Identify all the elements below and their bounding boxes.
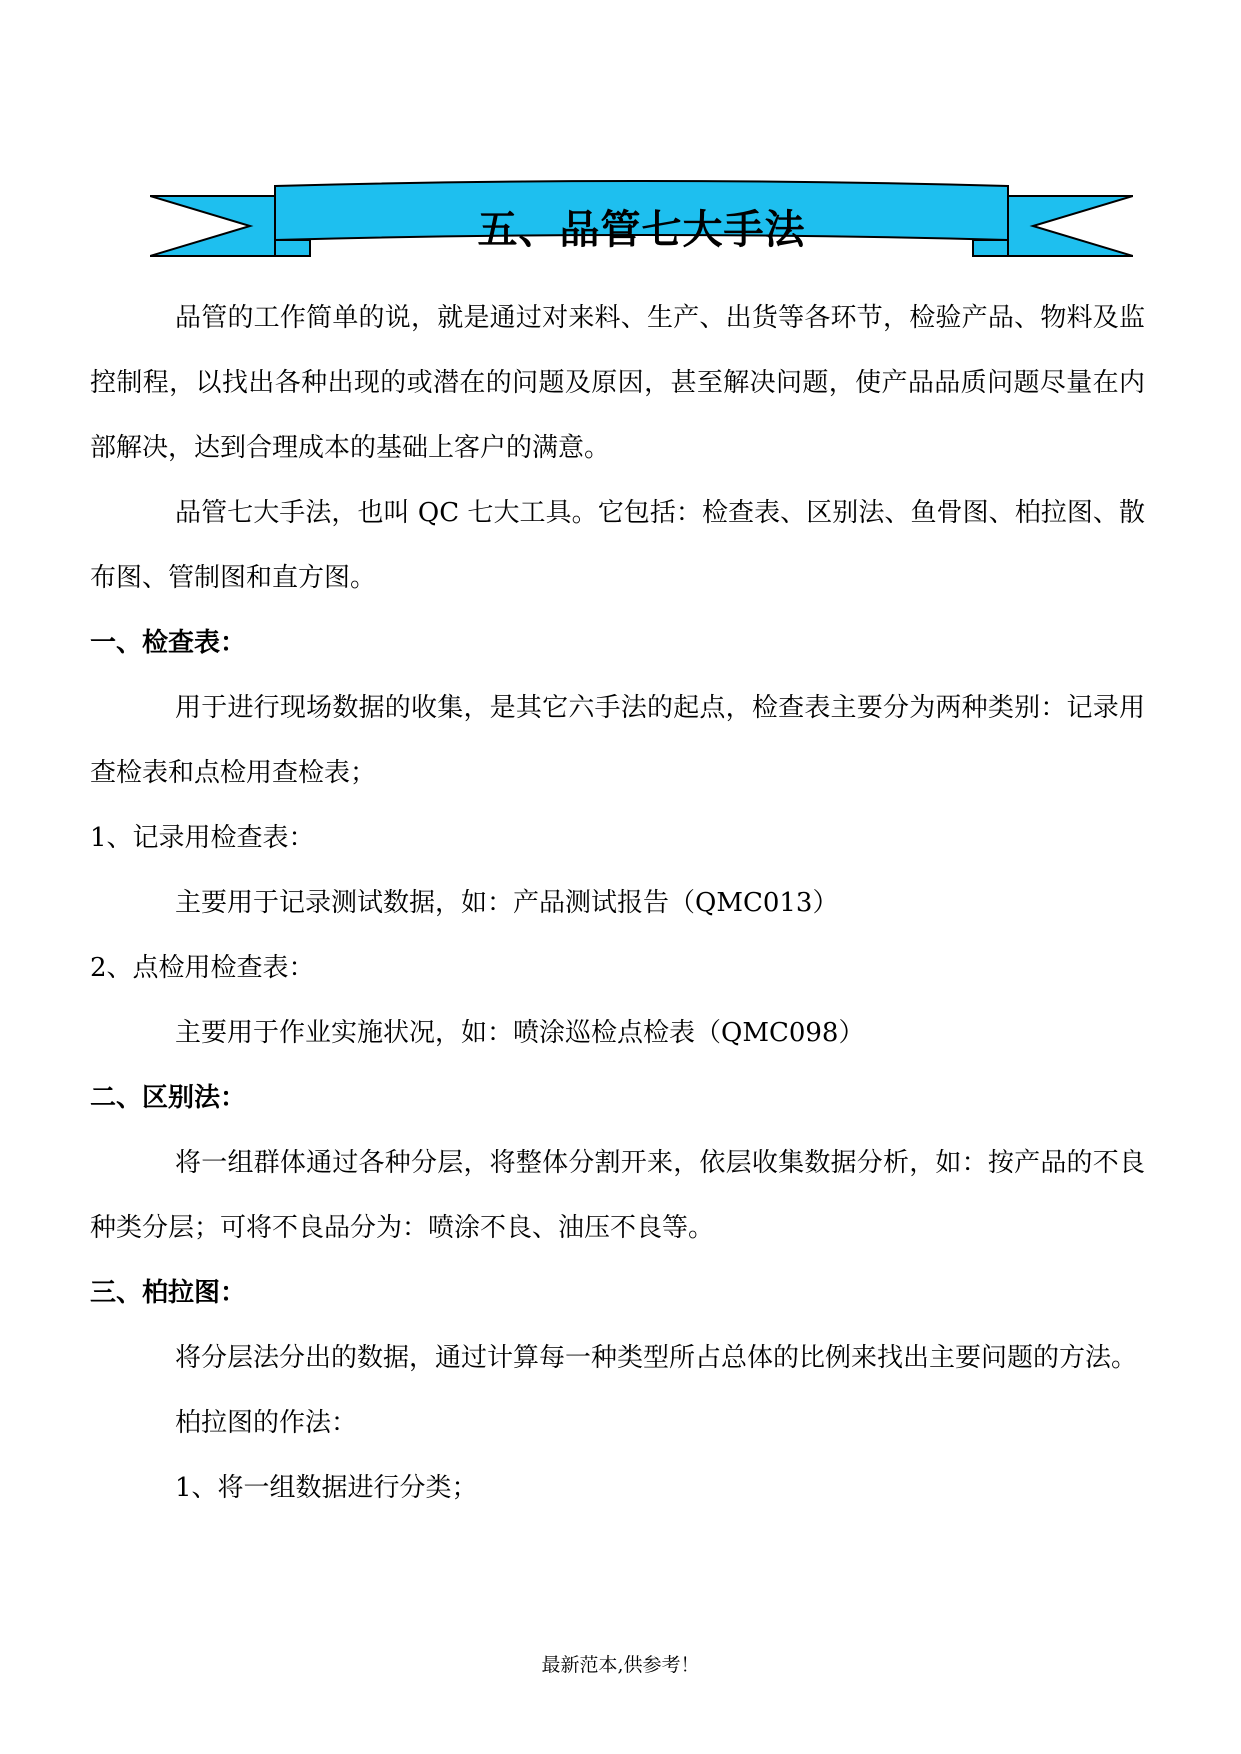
title-banner — [150, 180, 1133, 270]
section-heading-pareto: 三、柏拉图： — [90, 1278, 247, 1308]
pareto-description: 将分层法分出的数据，通过计算每一种类型所占总体的比例来找出主要问题的方法。 — [175, 1343, 1138, 1373]
intro-paragraph-1: 品管的工作简单的说，就是通过对来料、生产、出货等各环节，检验产品、物料及监控制程，以找出各种出现的或潜在的问题及原因，甚至解决问题，使产品品质问题尽量在内部解决，达到合理成本的基础上客户的满意。 — [90, 303, 1145, 463]
checksheet-item-2-title: 2、点检用检查表： — [90, 953, 315, 983]
checksheet-item-1-text: 主要用于记录测试数据，如：产品测试报告（QMC013） — [175, 888, 839, 918]
pareto-method-title: 柏拉图的作法： — [175, 1408, 358, 1438]
section-heading-stratification: 二、区别法： — [90, 1083, 247, 1113]
stratification-description: 将一组群体通过各种分层，将整体分割开来，依层收集数据分析，如：按产品的不良种类分层；可将不良品分为：喷涂不良、油压不良等。 — [90, 1148, 1145, 1243]
checksheet-item-2-text: 主要用于作业实施状况，如：喷涂巡检点检表（QMC098） — [175, 1018, 865, 1048]
intro-paragraph-2: 品管七大手法，也叫 QC 七大工具。它包括：检查表、区别法、鱼骨图、柏拉图、散布图、管制图和直方图。 — [90, 498, 1145, 593]
page-title: 五、品管七大手法 — [477, 207, 806, 253]
section-heading-checksheet: 一、检查表： — [90, 628, 247, 658]
page-footer: 最新范本,供参考！ — [541, 1654, 700, 1676]
checksheet-description: 用于进行现场数据的收集，是其它六手法的起点，检查表主要分为两种类别：记录用查检表和点检用查检表； — [90, 693, 1145, 788]
document-body — [90, 286, 1145, 1521]
pareto-step-1: 1、将一组数据进行分类； — [175, 1473, 478, 1503]
checksheet-item-1-title: 1、记录用检查表： — [90, 823, 315, 853]
